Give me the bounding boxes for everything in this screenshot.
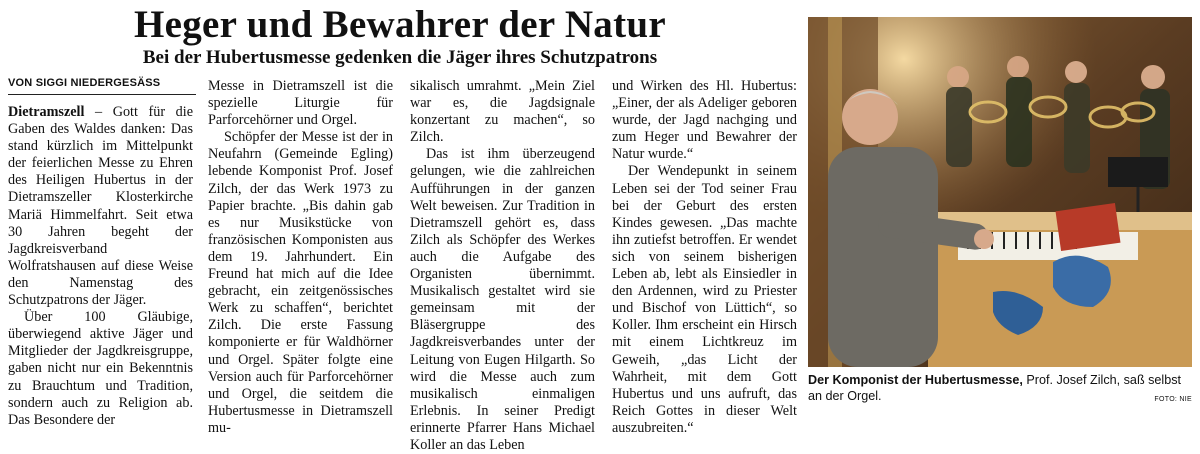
paragraph: Der Wendepunkt in seinem Leben sei der Tod seiner Frau bei der Geburt des ersten Kindes gewesen. „Das machte ihn zutiefst betroffen. Er wendet sich von seinem bisherigen Leben ab, lebt als Einsiedler in den Ardennen, wird zu Priester und Bischof von Lüttich“, so Koller. Ihm erscheint ein Hirsch mit einem Lichtkreuz im Geweih, „das Licht der Wahrheit, mit dem Gott Hubertus und uns aufruft, das Reich Gottes in dieser Welt auszubreiten.“ (612, 163, 797, 436)
byline: VON SIGGI NIEDERGESÄSS (8, 77, 161, 89)
caption-lead: Der Komponist der Hubertusmesse, (808, 373, 1023, 387)
photo-credit: FOTO: NIE (1154, 396, 1192, 403)
paragraph: Schöpfer der Messe ist der in Neufahrn (Gemeinde Egling) lebende Komponist Prof. Josef Zilch, der das Werk 1973 zu Papier brachte. „Bis dahin gab es nur Musikstücke von französischen Komponisten aus dem 19. Jahrhundert. Ein Freund hat mich auf die Idee gebracht, ein zeitgenössisches Werk zu schaffen“, berichtet Zilch. Die erste Fassung komponierte er für Waldhörner und Orgel. Später folgte eine Version auch für Parforcehörner und Orgel, die seitdem die Hubertusmesse in Dietramszell mu- (208, 129, 393, 436)
paragraph: Das ist ihm überzeugend gelungen, wie die zahlreichen Aufführungen in der ganzen Welt beweisen. Zur Tradition in Dietramszell gehört es, dass Zilch als Schöpfer des Werkes auch die Aufgabe des Organisten übernimmt. Musikalisch gestaltet wird sie gemeinsam mit der Bläsergruppe des Jagdkreisverbandes unter der Leitung von Eugen Hilgarth. So wird die Messe auch zum musikalisch einmaligen Erlebnis. In seiner Predigt erinnerte Pfarrer Hans Michael Koller an das Leben (410, 146, 595, 453)
article-column-3 (410, 78, 595, 454)
paragraph: sikalisch umrahmt. „Mein Ziel war es, die Jagdsignale konzertant zu machen“, so Zilch. (410, 78, 595, 146)
paragraph: Messe in Dietramszell ist die spezielle Liturgie für Parforcehörner und Orgel. (208, 78, 393, 129)
subheadline: Bei der Hubertusmesse gedenken die Jäger ihres Schutzpatrons (142, 47, 658, 68)
byline-rule (8, 94, 196, 95)
photo-caption (808, 372, 1192, 404)
paragraph-text: – Gott für die Gaben des Waldes danken: Das stand kürzlich im Mittelpunkt der feierlichen Messe zu Ehren des Heiligen Hubertus in der Dietramszeller Klosterkirche Mariä Himmelfahrt. Seit etwa 30 Jahren begeht der Jagdkreisverband Wolfratshausen auf diese Weise den Namenstag des Schutzpatrons der Jäger. (8, 104, 193, 309)
article-column-4 (612, 78, 797, 437)
article-column-1 (8, 104, 193, 429)
paragraph (8, 104, 193, 309)
article-column-2 (208, 78, 393, 437)
caption-text: Prof. Josef Zilch, saß selbst an der Orgel. (808, 373, 1182, 403)
dateline: Dietramszell (8, 104, 85, 120)
organist-photo-illustration (808, 17, 1192, 367)
headline: Heger und Bewahrer der Natur (134, 3, 666, 46)
paragraph: und Wirken des Hl. Hubertus: „Einer, der als Adeliger geboren wurde, der Jagd nachging und zum Heger und Bewahrer der Natur wurde.“ (612, 78, 797, 163)
paragraph: Über 100 Gläubige, überwiegend aktive Jäger und Mitglieder der Jagdkreisgruppe, gaben nicht nur ein Bekenntnis zu Brauchtum und Tradition, sondern auch zu Religion ab. Das Besondere der (8, 309, 193, 428)
article-photo (808, 17, 1192, 367)
